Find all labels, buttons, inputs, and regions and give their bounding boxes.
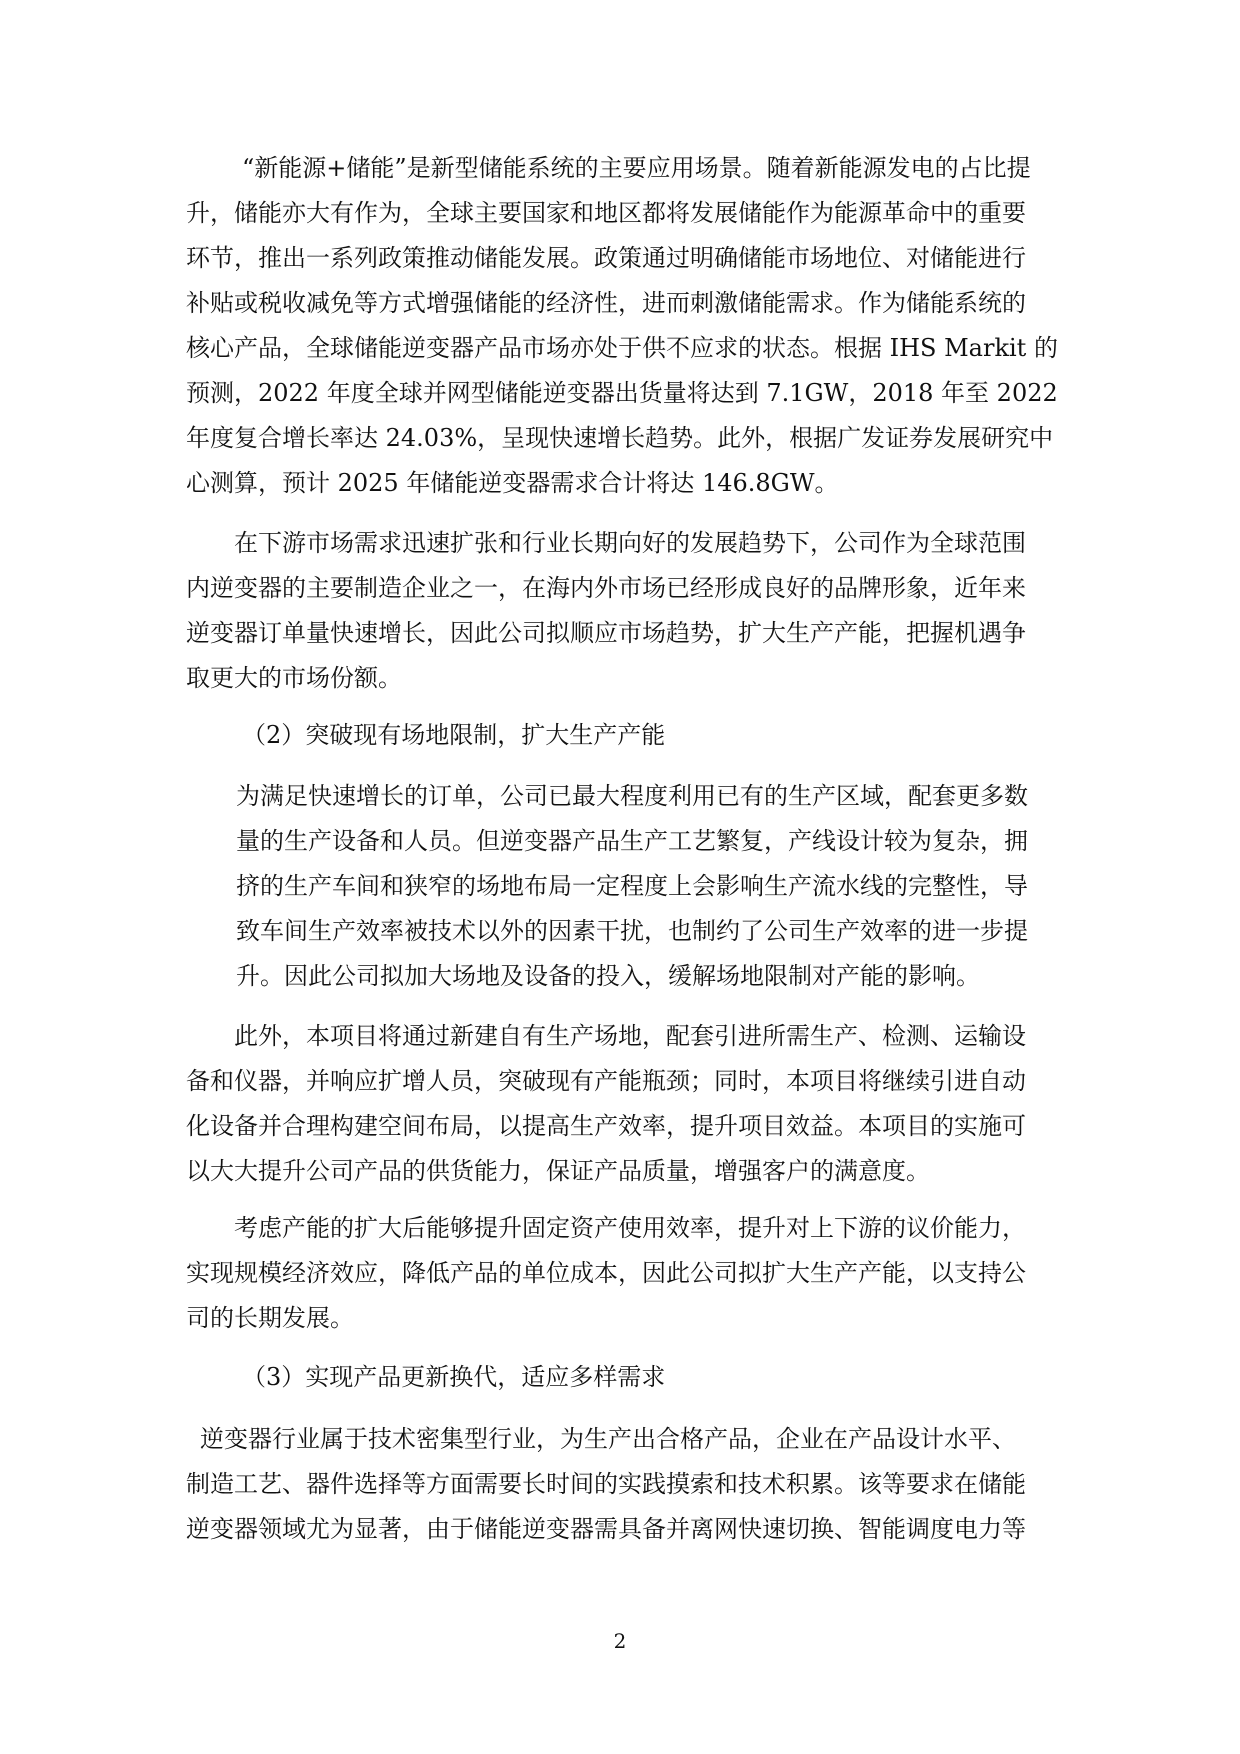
text-line: 升。因此公司拟加大场地及设备的投入，缓解场地限制对产能的影响。 (236, 962, 980, 990)
text-line: “新能源+储能”是新型储能系统的主要应用场景。随着新能源发电的占比提 (242, 154, 1031, 182)
text-line: 内逆变器的主要制造企业之一，在海内外市场已经形成良好的品牌形象，近年来 (186, 574, 1026, 602)
text-line: 量的生产设备和人员。但逆变器产品生产工艺繁复，产线设计较为复杂，拥 (236, 827, 1028, 855)
text-line: 实现规模经济效应，降低产品的单位成本，因此公司拟扩大生产产能，以支持公 (186, 1259, 1026, 1287)
text-line: 致车间生产效率被技术以外的因素干扰，也制约了公司生产效率的进一步提 (236, 917, 1028, 945)
text-line: 核心产品，全球储能逆变器产品市场亦处于供不应求的状态。根据 IHS Markit 的 (186, 334, 1058, 362)
page-number: 2 (613, 1629, 627, 1653)
text-line: 化设备并合理构建空间布局，以提高生产效率，提升项目效益。本项目的实施可 (186, 1112, 1026, 1140)
heading-line: （2）突破现有场地限制，扩大生产产能 (242, 721, 666, 749)
text-line: 心测算，预计 2025 年储能逆变器需求合计将达 146.8GW。 (186, 469, 839, 497)
text-line: 司的长期发展。 (186, 1304, 354, 1332)
text-line: 逆变器行业属于技术密集型行业，为生产出合格产品，企业在产品设计水平、 (200, 1425, 1016, 1453)
text-line: 挤的生产车间和狭窄的场地布局一定程度上会影响生产流水线的完整性，导 (236, 872, 1028, 900)
text-line: 取更大的市场份额。 (186, 664, 402, 692)
text-line: 制造工艺、器件选择等方面需要长时间的实践摸索和技术积累。该等要求在储能 (186, 1470, 1026, 1498)
text-line: 在下游市场需求迅速扩张和行业长期向好的发展趋势下，公司作为全球范围 (234, 529, 1026, 557)
text-line: 逆变器领域尤为显著，由于储能逆变器需具备并离网快速切换、智能调度电力等 (186, 1515, 1026, 1543)
text-line: 此外，本项目将通过新建自有生产场地，配套引进所需生产、检测、运输设 (234, 1022, 1026, 1050)
text-line: 逆变器订单量快速增长，因此公司拟顺应市场趋势，扩大生产产能，把握机遇争 (186, 619, 1026, 647)
text-line: 备和仪器，并响应扩增人员，突破现有产能瓶颈；同时，本项目将继续引进自动 (186, 1067, 1026, 1095)
text-line: 以大大提升公司产品的供货能力，保证产品质量，增强客户的满意度。 (186, 1157, 930, 1185)
heading-line: （3）实现产品更新换代，适应多样需求 (242, 1363, 666, 1391)
text-line: 补贴或税收减免等方式增强储能的经济性，进而刺激储能需求。作为储能系统的 (186, 289, 1026, 317)
text-line: 升，储能亦大有作为，全球主要国家和地区都将发展储能作为能源革命中的重要 (186, 199, 1026, 227)
text-line: 环节，推出一系列政策推动储能发展。政策通过明确储能市场地位、对储能进行 (186, 244, 1026, 272)
text-line: 年度复合增长率达 24.03%，呈现快速增长趋势。此外，根据广发证券发展研究中 (186, 424, 1054, 452)
text-line: 预测，2022 年度全球并网型储能逆变器出货量将达到 7.1GW，2018 年至 2022 (186, 379, 1058, 407)
text-line: 为满足快速增长的订单，公司已最大程度利用已有的生产区域，配套更多数 (236, 782, 1028, 810)
text-line: 考虑产能的扩大后能够提升固定资产使用效率，提升对上下游的议价能力， (234, 1214, 1026, 1242)
